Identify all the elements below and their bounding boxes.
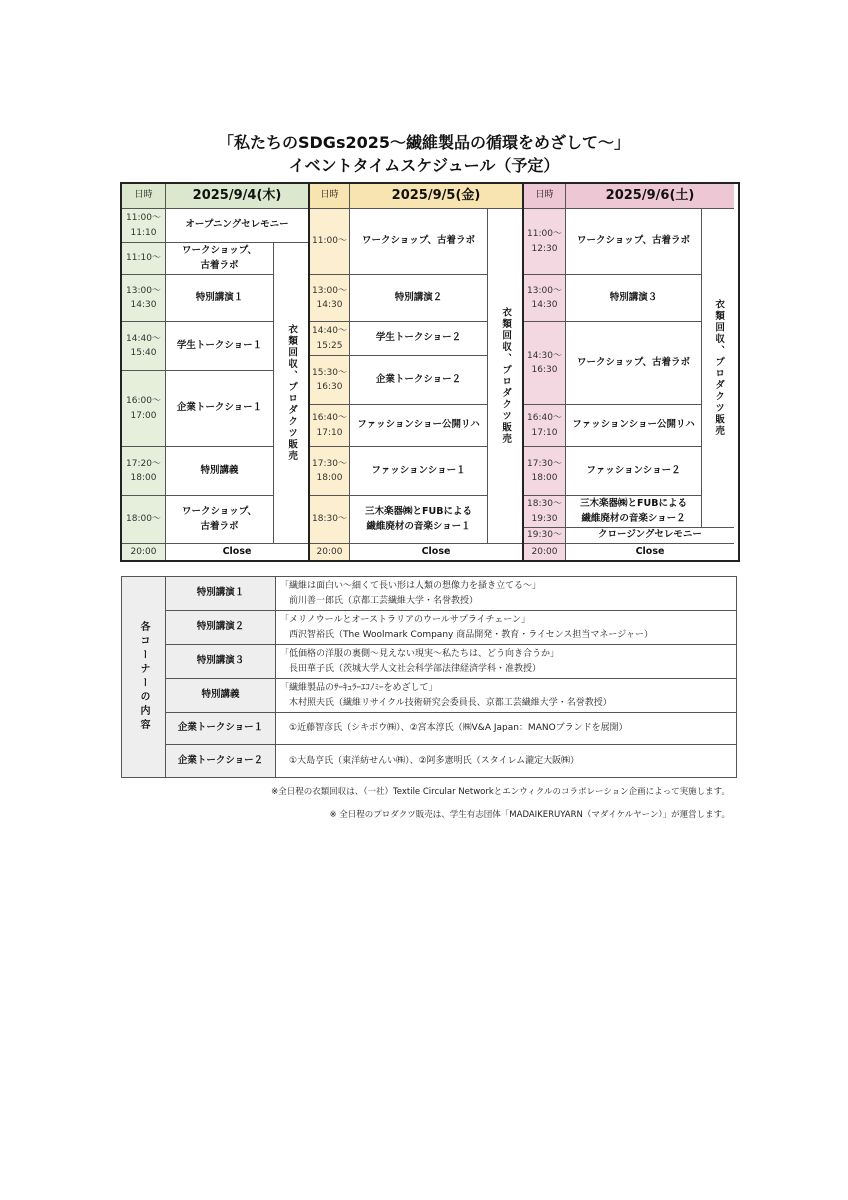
schedule-subtitle: イベントタイムスケジュール（予定） <box>288 156 560 175</box>
day1-event: オープニングセレモニー <box>166 209 308 243</box>
day1-time: 17:20～ 18:00 <box>122 447 166 496</box>
day2-event: 企業トークショー２ <box>350 356 488 405</box>
day3-time: 18:30～ 19:30 <box>524 496 566 528</box>
day2-time: 13:00～ 14:30 <box>310 275 350 322</box>
corner-name: 企業トークショー２ <box>166 745 276 777</box>
day1-time: 14:40～ 15:40 <box>122 322 166 371</box>
day2-time: 14:40～ 15:25 <box>310 322 350 356</box>
day2-event: ワークショップ、古着ラボ <box>350 209 488 275</box>
corner-description: 「メリノウールとオーストラリアのウールサプライチェーン」 西沢智裕氏（The Woolmark Company 商品開発・教育・ライセンス担当マネージャー） <box>276 611 736 645</box>
day3-date-header: 2025/9/6(土) <box>566 184 734 209</box>
corner-name: 特別講演２ <box>166 611 276 645</box>
day3-event: 三木楽器㈱とFUBによる 繊維廃材の音楽ショー２ <box>566 496 702 528</box>
corner-name: 企業トークショー１ <box>166 713 276 745</box>
corner-section-label: 各コーナーの内容 <box>122 577 166 777</box>
day3-time: 16:40～ 17:10 <box>524 405 566 447</box>
corner-name: 特別講演３ <box>166 645 276 679</box>
event-title: 「私たちのSDGs2025～繊維製品の循環をめざして～」 <box>218 133 630 152</box>
day3-time: 17:30～ 18:00 <box>524 447 566 496</box>
day2-time: 18:30～ <box>310 496 350 544</box>
day2-event: 特別講演２ <box>350 275 488 322</box>
note-product-sales: ※ 全日程のプロダクツ販売は、学生有志団体「MADAIKERUYARN（マダイケルヤーン）」が運営します。 <box>329 810 730 820</box>
day3-time: 19:30～ <box>524 528 566 544</box>
day1-side-label: 衣類回収、プロダクツ販売 <box>274 243 308 544</box>
day1-time: 11:10～ <box>122 243 166 275</box>
day3-time: 20:00 <box>524 544 566 560</box>
day3-event: ワークショップ、古着ラボ <box>566 209 702 275</box>
day3-time: 11:00～ 12:30 <box>524 209 566 275</box>
day1-time: 20:00 <box>122 544 166 560</box>
day3-side-label: 衣類回収、プロダクツ販売 <box>702 209 734 528</box>
corner-name: 特別講義 <box>166 679 276 713</box>
day1-event: ワークショップ、 古着ラボ <box>166 243 274 275</box>
day1-event: 企業トークショー１ <box>166 371 274 447</box>
day1-close: Close <box>222 545 252 557</box>
day3-event: 特別講演３ <box>566 275 702 322</box>
day2-close: Close <box>421 545 451 557</box>
day1-time: 13:00～ 14:30 <box>122 275 166 322</box>
day1-time: 18:00～ <box>122 496 166 544</box>
day3-event: ファッションショー公開リハ <box>566 405 702 447</box>
corner-description: 「低価格の洋服の裏側～見えない現実～私たちは、どう向き合うか」 長田華子氏（茨城大学人文社会科学部法律経済学科・准教授） <box>276 645 736 679</box>
day2-time: 15:30～ 16:30 <box>310 356 350 405</box>
day1-time-header: 日時 <box>122 184 166 209</box>
day3-event: ファッションショー２ <box>566 447 702 496</box>
day3-time: 14:30～ 16:30 <box>524 322 566 405</box>
day3-close: Close <box>635 545 665 557</box>
note-clothing-collection: ※全日程の衣類回収は、（一社）Textile Circular Networkとエンウィクルのコラボレーション企画によって実施します。 <box>271 787 730 797</box>
day2-event: ファッションショー公開リハ <box>350 405 488 447</box>
day1-time: 11:00～ 11:10 <box>122 209 166 243</box>
day1-time: 16:00～ 17:00 <box>122 371 166 447</box>
day1-event: 学生トークショー１ <box>166 322 274 371</box>
corner-description: 「繊維製品のｻｰｷｭﾗｰｴｺﾉﾐｰをめざして」 木村照夫氏（繊維リサイクル技術研究会委員長、京都工芸繊維大学・名誉教授） <box>276 679 736 713</box>
day3-event: ワークショップ、古着ラボ <box>566 322 702 405</box>
day2-time: 11:00～ <box>310 209 350 275</box>
day2-time: 20:00 <box>310 544 350 560</box>
day2-side-label: 衣類回収、プロダクツ販売 <box>488 209 522 544</box>
day2-event: ファッションショー１ <box>350 447 488 496</box>
day1-event: 特別講演１ <box>166 275 274 322</box>
day2-time-header: 日時 <box>310 184 350 209</box>
corner-description: ①大島亨氏（東洋紡せんい㈱）、②阿多憲明氏（スタイレム瀧定大阪㈱） <box>280 755 580 766</box>
day2-event: 三木楽器㈱とFUBによる 繊維廃材の音楽ショー１ <box>350 496 488 544</box>
schedule-table <box>120 182 740 562</box>
day1-date-header: 2025/9/4(木) <box>166 184 308 209</box>
day2-time: 16:40～ 17:10 <box>310 405 350 447</box>
day2-time: 17:30～ 18:00 <box>310 447 350 496</box>
day1-event: ワークショップ、 古着ラボ <box>166 496 274 544</box>
corner-description: ①近藤智彦氏（シキボウ㈱）、②宮本淳氏（㈱V&A Japan：MANOブランドを展開） <box>276 713 736 745</box>
corner-details-table <box>121 576 737 778</box>
corner-description: 「繊維は面白い～細くて長い形は人類の想像力を掻き立てる～」 前川善一郎氏（京都工芸繊維大学・名誉教授） <box>276 577 736 611</box>
day3-time: 13:00～ 14:30 <box>524 275 566 322</box>
day3-time-header: 日時 <box>524 184 566 209</box>
day3-event: クロージングセレモニー <box>566 528 734 544</box>
day1-event: 特別講義 <box>166 447 274 496</box>
day2-date-header: 2025/9/5(金) <box>350 184 522 209</box>
day2-event: 学生トークショー２ <box>350 322 488 356</box>
corner-name: 特別講演１ <box>166 577 276 611</box>
